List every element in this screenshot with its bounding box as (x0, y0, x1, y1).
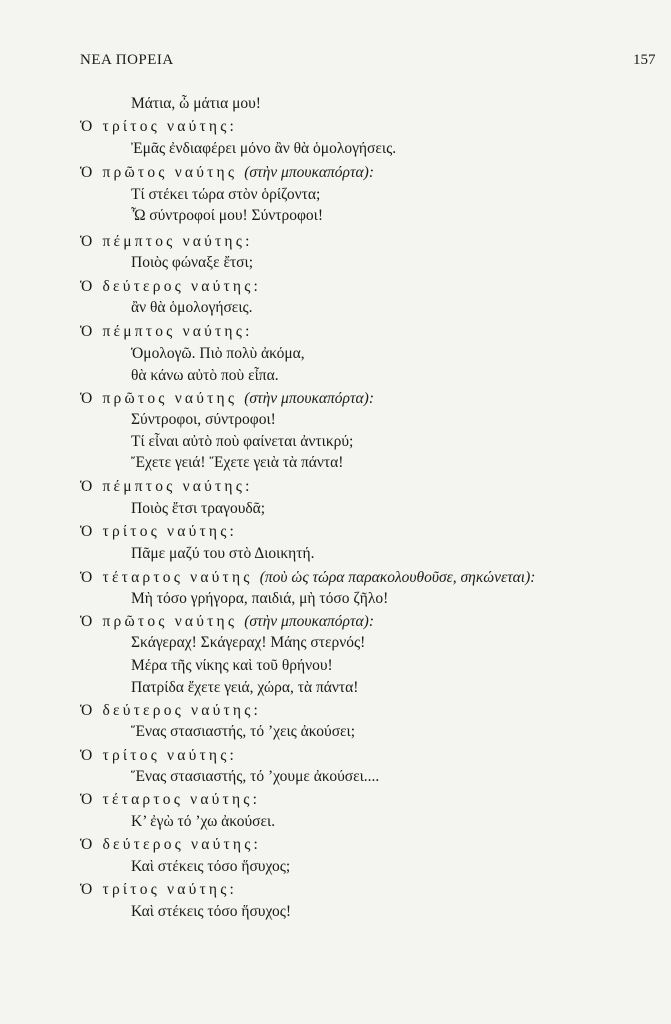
speech-line: θὰ κάνω αὐτὸ ποὺ εἶπα. (131, 367, 279, 384)
speaker-line: Ὁ πρῶτος ναύτης (στὴν μπουκαπόρτα): (80, 390, 374, 407)
speech-line: Μὴ τόσο γρήγορα, παιδιά, μὴ τόσο ζῆλο! (131, 590, 389, 607)
speech-line: Ὁμολογῶ. Πιὸ πολὺ ἀκόμα, (131, 345, 305, 362)
stage-direction: (στὴν μπουκαπόρτα): (244, 613, 374, 630)
speaker-line: Ὁ δεύτερος ναύτης: (80, 702, 262, 719)
speech-line: Ποιὸς φώναξε ἔτσι; (131, 254, 254, 271)
speech-line: Μέρα τῆς νίκης καὶ τοῦ θρήνου! (131, 657, 333, 674)
speaker-line: Ὁ πέμπτος ναύτης: (80, 478, 253, 495)
speech-line: Σύντροφοι, σύντροφοι! (131, 411, 276, 428)
speech-line: Σκάγεραχ! Σκάγεραχ! Μάης στερνός! (131, 634, 366, 651)
speaker-line: Ὁ δεύτερος ναύτης: (80, 836, 262, 853)
stage-direction: (στὴν μπουκαπόρτα): (244, 390, 374, 407)
speaker-line: Ὁ πέμπτος ναύτης: (80, 233, 253, 250)
speech-line: Τί στέκει τώρα στὸν ὁρίζοντα; (131, 186, 321, 203)
speech-line: Ἔχετε γειά! Ἔχετε γειὰ τὰ πάντα! (131, 454, 344, 471)
speaker-line: Ὁ πρῶτος ναύτης (στὴν μπουκαπόρτα): (80, 613, 374, 630)
speaker-line: Ὁ τρίτος ναύτης: (80, 881, 238, 898)
speaker-line: Ὁ τέταρτος ναύτης (ποὺ ὡς τώρα παρακολουθοῦσε, σηκώνεται): (80, 569, 536, 586)
speech-line: Πατρίδα ἔχετε γειά, χώρα, τὰ πάντα! (131, 679, 359, 696)
speech-line: ἂν θὰ ὁμολογήσεις. (131, 299, 253, 316)
speaker-line: Ὁ πέμπτος ναύτης: (80, 323, 253, 340)
speech-line: Ἐμᾶς ἐνδιαφέρει μόνο ἂν θὰ ὁμολογήσεις. (131, 140, 397, 157)
speech-line: Ὦ σύντροφοί μου! Σύντροφοι! (131, 207, 323, 224)
speech-line: Τί εἶναι αὐτὸ ποὺ φαίνεται ἀντικρύ; (131, 433, 354, 450)
speech-line: Ποιὸς ἔτσι τραγουδᾶ; (131, 500, 266, 517)
stage-direction: (ποὺ ὡς τώρα παρακολουθοῦσε, σηκώνεται): (259, 569, 536, 586)
speech-line: Μάτια, ὦ μάτια μου! (131, 95, 261, 112)
stage-direction: (στὴν μπουκαπόρτα): (244, 164, 374, 181)
speaker-line: Ὁ δεύτερος ναύτης: (80, 278, 262, 295)
speech-line: Καὶ στέκεις τόσο ἥσυχος; (131, 858, 291, 875)
speaker-line: Ὁ τρίτος ναύτης: (80, 523, 238, 540)
speech-line: Πᾶμε μαζύ του στὸ Διοικητή. (131, 545, 315, 562)
running-title: ΝΕΑ ΠΟΡΕΙΑ (80, 52, 174, 68)
speaker-line: Ὁ πρῶτος ναύτης (στὴν μπουκαπόρτα): (80, 164, 374, 181)
speech-line: Ἕνας στασιαστής, τό ’χεις ἀκούσει; (131, 723, 356, 740)
speech-line: Καὶ στέκεις τόσο ἥσυχος! (131, 903, 292, 920)
speech-line: Κ’ ἐγὼ τό ’χω ἀκούσει. (131, 813, 276, 830)
speaker-line: Ὁ τέταρτος ναύτης: (80, 791, 261, 808)
page-number: 157 (633, 52, 656, 68)
speaker-line: Ὁ τρίτος ναύτης: (80, 747, 238, 764)
speech-line: Ἕνας στασιαστής, τό ’χουμε ἀκούσει.... (131, 768, 380, 785)
speaker-line: Ὁ τρίτος ναύτης: (80, 118, 238, 135)
